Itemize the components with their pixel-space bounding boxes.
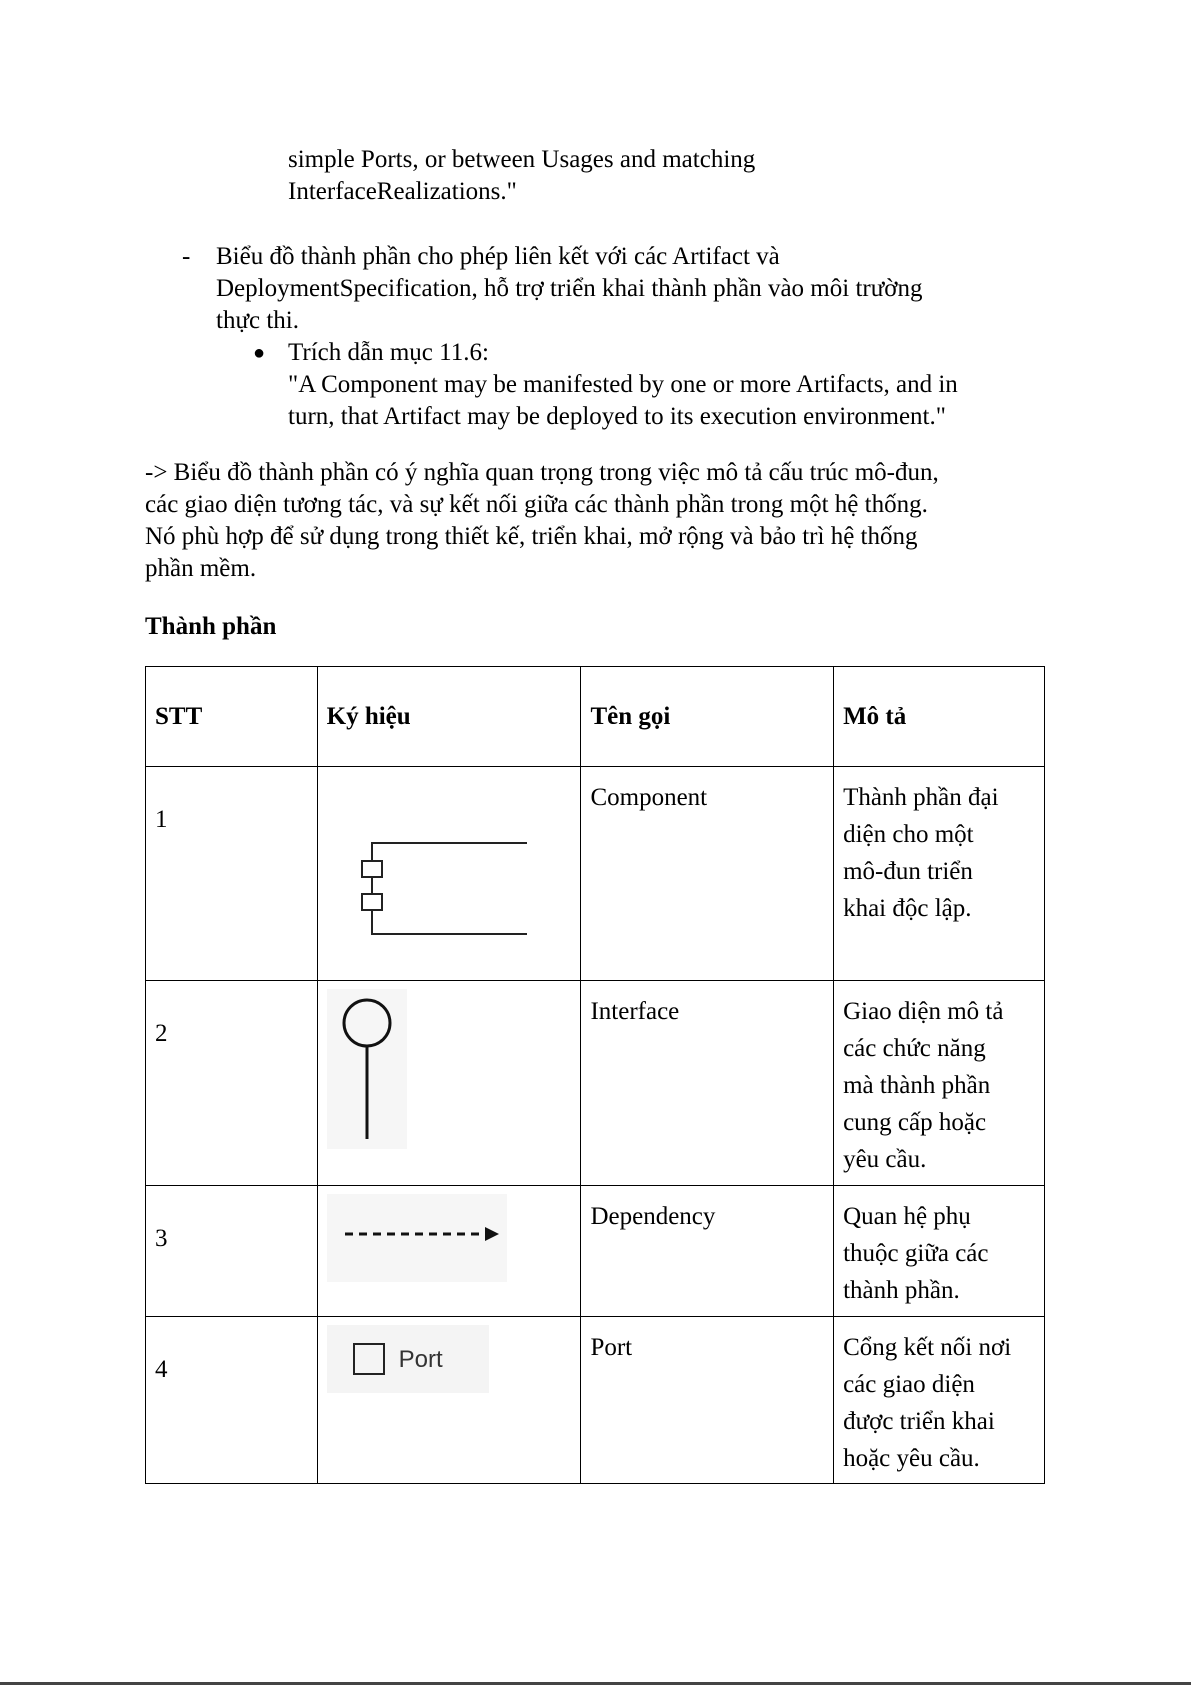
desc-line: Giao diện mô tả: [843, 998, 1004, 1025]
desc-line: Cổng kết nối nơi: [843, 1334, 1012, 1361]
desc-line: khai độc lập.: [843, 895, 972, 922]
cell-desc: [834, 1186, 1045, 1317]
text-line: thực thi.: [216, 307, 299, 334]
cell-name: Interface: [581, 981, 834, 1186]
cell-desc: [834, 1317, 1045, 1484]
desc-line: thành phần.: [843, 1277, 960, 1304]
table-row: [146, 767, 1045, 981]
conclusion-paragraph: [145, 457, 939, 585]
desc-line: hoặc yêu cầu.: [843, 1445, 980, 1472]
cell-stt: [146, 767, 318, 981]
stt-value: 1: [155, 806, 168, 833]
table-row: [146, 1317, 1045, 1484]
text-line: Biểu đồ thành phần cho phép liên kết với các Artifact và: [216, 243, 780, 270]
bullet-item: [288, 337, 958, 433]
cell-name: Dependency: [581, 1186, 834, 1317]
dash-item: [216, 241, 923, 337]
cell-symbol: [317, 981, 581, 1186]
cell-stt: [146, 981, 318, 1186]
text-line: simple Ports, or between Usages and matching: [288, 146, 756, 173]
cell-name: Port: [581, 1317, 834, 1484]
cell-symbol: [317, 1186, 581, 1317]
interface-lollipop-icon: [327, 989, 407, 1149]
desc-line: yêu cầu.: [843, 1146, 927, 1173]
desc-line: các chức năng: [843, 1035, 986, 1062]
stt-value: 3: [155, 1225, 168, 1252]
cell-name: Component: [581, 767, 834, 981]
header-desc: Mô tả: [834, 667, 1045, 767]
desc-line: mô-đun triển: [843, 858, 973, 885]
header-symbol: Ký hiệu: [317, 667, 581, 767]
port-square-icon: [353, 1343, 385, 1375]
text-line: turn, that Artifact may be deployed to its execution environment.": [288, 403, 946, 430]
table-row: [146, 1186, 1045, 1317]
dependency-arrow-icon: [327, 1194, 507, 1282]
cell-desc: [834, 767, 1045, 981]
text-line: DeploymentSpecification, hỗ trợ triển khai thành phần vào môi trường: [216, 275, 923, 302]
text-line: "A Component may be manifested by one or more Artifacts, and in: [288, 371, 958, 398]
dash-marker: -: [182, 243, 191, 270]
component-icon: [327, 767, 527, 967]
section-heading: Thành phần: [145, 613, 277, 640]
header-name: Tên gọi: [581, 667, 834, 767]
bullet-marker: ●: [253, 342, 266, 364]
desc-line: các giao diện: [843, 1371, 975, 1398]
port-icon: [327, 1325, 489, 1393]
stt-value: 2: [155, 1020, 168, 1047]
text-line: Nó phù hợp để sử dụng trong thiết kế, triển khai, mở rộng và bảo trì hệ thống: [145, 523, 918, 550]
text-line: -> Biểu đồ thành phần có ý nghĩa quan trọng trong việc mô tả cấu trúc mô-đun,: [145, 459, 939, 486]
intro-quote: [288, 144, 755, 208]
desc-line: Thành phần đại: [843, 784, 999, 811]
stt-value: 4: [155, 1356, 168, 1383]
cell-symbol: [317, 767, 581, 981]
desc-line: mà thành phần: [843, 1072, 991, 1099]
text-line: InterfaceRealizations.": [288, 178, 517, 205]
components-table: [145, 666, 1045, 1484]
desc-line: Quan hệ phụ: [843, 1203, 971, 1230]
table-row: [146, 981, 1045, 1186]
text-line: các giao diện tương tác, và sự kết nối giữa các thành phần trong một hệ thống.: [145, 491, 928, 518]
text-line: phần mềm.: [145, 555, 257, 582]
desc-line: cung cấp hoặc: [843, 1109, 987, 1136]
desc-line: được triển khai: [843, 1408, 995, 1435]
desc-line: thuộc giữa các: [843, 1240, 989, 1267]
port-label: Port: [398, 1345, 443, 1373]
cell-stt: [146, 1317, 318, 1484]
cell-symbol: [317, 1317, 581, 1484]
desc-line: diện cho một: [843, 821, 974, 848]
cell-stt: [146, 1186, 318, 1317]
header-stt: STT: [146, 667, 318, 767]
table-header-row: [146, 667, 1045, 767]
text-line: Trích dẫn mục 11.6:: [288, 339, 489, 366]
cell-desc: [834, 981, 1045, 1186]
